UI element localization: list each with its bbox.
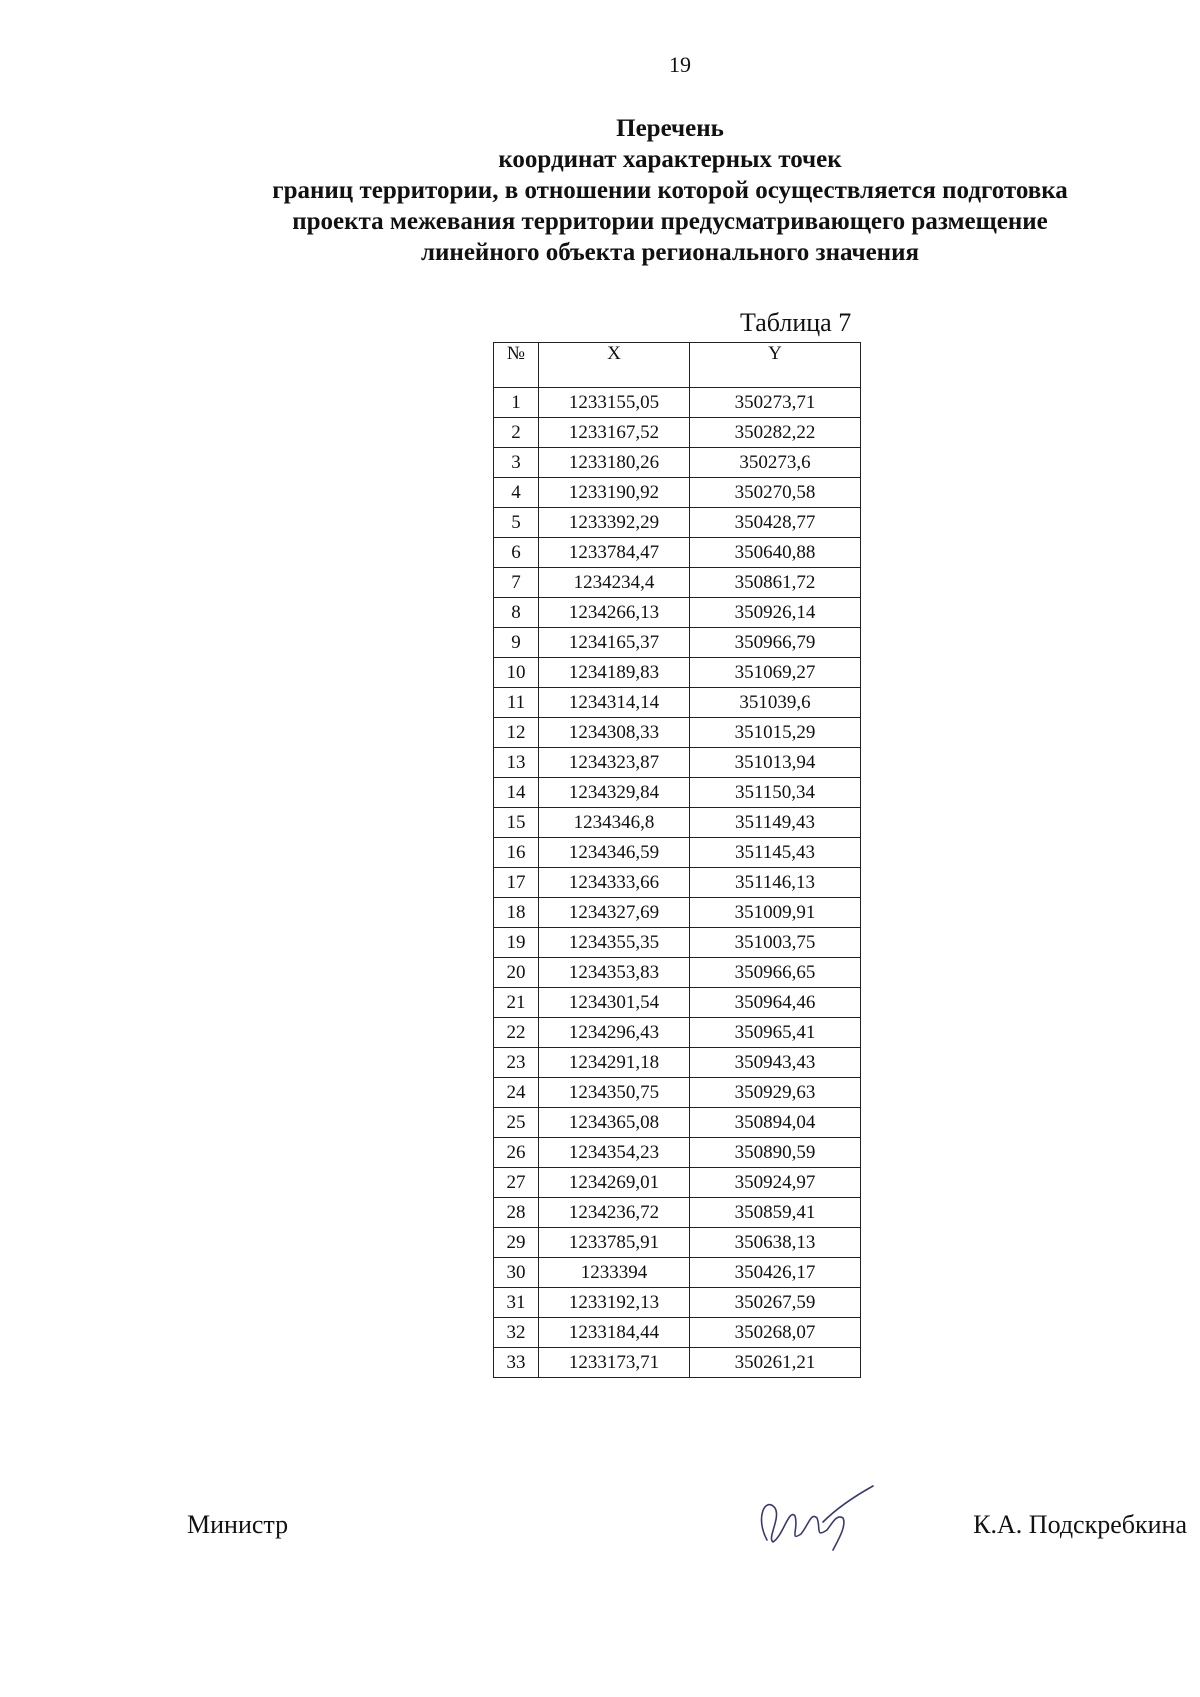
table-row xyxy=(494,898,861,928)
cell-number: 19 xyxy=(494,928,539,958)
cell-x: 1234291,18 xyxy=(539,1048,690,1078)
table-row xyxy=(494,568,861,598)
table-row xyxy=(494,1348,861,1378)
cell-number: 28 xyxy=(494,1198,539,1228)
table-header-row xyxy=(494,343,861,388)
table-row xyxy=(494,1318,861,1348)
cell-number: 25 xyxy=(494,1108,539,1138)
header-y: Y xyxy=(690,343,861,388)
cell-x: 1234350,75 xyxy=(539,1078,690,1108)
cell-y: 350426,17 xyxy=(690,1258,861,1288)
cell-x: 1234355,35 xyxy=(539,928,690,958)
cell-y: 350861,72 xyxy=(690,568,861,598)
cell-number: 9 xyxy=(494,628,539,658)
cell-x: 1233173,71 xyxy=(539,1348,690,1378)
table-body xyxy=(494,388,861,1378)
cell-y: 350261,21 xyxy=(690,1348,861,1378)
cell-number: 29 xyxy=(494,1228,539,1258)
table-row xyxy=(494,388,861,418)
table-row xyxy=(494,868,861,898)
cell-x: 1234327,69 xyxy=(539,898,690,928)
cell-number: 5 xyxy=(494,508,539,538)
table-row xyxy=(494,928,861,958)
cell-y: 351145,43 xyxy=(690,838,861,868)
table-row xyxy=(494,1108,861,1138)
cell-y: 351013,94 xyxy=(690,748,861,778)
cell-x: 1234269,01 xyxy=(539,1168,690,1198)
cell-number: 31 xyxy=(494,1288,539,1318)
cell-x: 1234165,37 xyxy=(539,628,690,658)
cell-number: 10 xyxy=(494,658,539,688)
cell-y: 350964,46 xyxy=(690,988,861,1018)
cell-x: 1233394 xyxy=(539,1258,690,1288)
cell-x: 1233392,29 xyxy=(539,508,690,538)
cell-y: 351069,27 xyxy=(690,658,861,688)
table-row xyxy=(494,478,861,508)
cell-y: 351150,34 xyxy=(690,778,861,808)
cell-number: 13 xyxy=(494,748,539,778)
cell-y: 350894,04 xyxy=(690,1108,861,1138)
cell-number: 15 xyxy=(494,808,539,838)
table-caption: Таблица 7 xyxy=(740,308,852,337)
cell-y: 351039,6 xyxy=(690,688,861,718)
cell-y: 350638,13 xyxy=(690,1228,861,1258)
cell-number: 21 xyxy=(494,988,539,1018)
table-row xyxy=(494,1048,861,1078)
table-row xyxy=(494,1138,861,1168)
table-row xyxy=(494,1228,861,1258)
cell-x: 1234354,23 xyxy=(539,1138,690,1168)
cell-number: 26 xyxy=(494,1138,539,1168)
cell-y: 350965,41 xyxy=(690,1018,861,1048)
cell-x: 1233167,52 xyxy=(539,418,690,448)
cell-y: 350966,79 xyxy=(690,628,861,658)
cell-x: 1233184,44 xyxy=(539,1318,690,1348)
cell-y: 350926,14 xyxy=(690,598,861,628)
table-row xyxy=(494,748,861,778)
cell-x: 1233784,47 xyxy=(539,538,690,568)
cell-y: 350268,07 xyxy=(690,1318,861,1348)
table-row xyxy=(494,418,861,448)
cell-number: 6 xyxy=(494,538,539,568)
cell-x: 1234236,72 xyxy=(539,1198,690,1228)
cell-x: 1234234,4 xyxy=(539,568,690,598)
title-line: проекта межевания территории предусматривающего размещение xyxy=(292,208,1048,235)
cell-x: 1234346,59 xyxy=(539,838,690,868)
cell-x: 1234333,66 xyxy=(539,868,690,898)
title-line: границ территории, в отношении которой осуществляется подготовка xyxy=(272,177,1068,204)
cell-number: 1 xyxy=(494,388,539,418)
cell-y: 351146,13 xyxy=(690,868,861,898)
cell-x: 1234308,33 xyxy=(539,718,690,748)
cell-number: 12 xyxy=(494,718,539,748)
cell-number: 18 xyxy=(494,898,539,928)
coordinates-table xyxy=(493,342,861,1378)
cell-x: 1233180,26 xyxy=(539,448,690,478)
table-row xyxy=(494,1198,861,1228)
signer-name: К.А. Подскребкина xyxy=(973,1510,1187,1539)
cell-y: 350282,22 xyxy=(690,418,861,448)
header-number: № xyxy=(494,343,539,388)
table-row xyxy=(494,598,861,628)
cell-y: 350966,65 xyxy=(690,958,861,988)
cell-x: 1233190,92 xyxy=(539,478,690,508)
cell-y: 350273,71 xyxy=(690,388,861,418)
page-number: 19 xyxy=(669,52,691,77)
cell-y: 350859,41 xyxy=(690,1198,861,1228)
table-row xyxy=(494,1288,861,1318)
title-line: Перечень xyxy=(616,115,724,142)
header-x: X xyxy=(539,343,690,388)
handwritten-signature xyxy=(737,1478,877,1558)
table-row xyxy=(494,988,861,1018)
table-row xyxy=(494,838,861,868)
cell-number: 20 xyxy=(494,958,539,988)
cell-number: 22 xyxy=(494,1018,539,1048)
cell-x: 1234296,43 xyxy=(539,1018,690,1048)
cell-y: 350270,58 xyxy=(690,478,861,508)
cell-x: 1234266,13 xyxy=(539,598,690,628)
cell-x: 1234189,83 xyxy=(539,658,690,688)
cell-number: 7 xyxy=(494,568,539,598)
cell-y: 350890,59 xyxy=(690,1138,861,1168)
cell-y: 350924,97 xyxy=(690,1168,861,1198)
cell-number: 32 xyxy=(494,1318,539,1348)
cell-number: 2 xyxy=(494,418,539,448)
cell-number: 23 xyxy=(494,1048,539,1078)
cell-number: 27 xyxy=(494,1168,539,1198)
cell-number: 11 xyxy=(494,688,539,718)
cell-y: 350640,88 xyxy=(690,538,861,568)
table-row xyxy=(494,508,861,538)
cell-y: 351009,91 xyxy=(690,898,861,928)
cell-y: 350943,43 xyxy=(690,1048,861,1078)
table-row xyxy=(494,688,861,718)
table-row xyxy=(494,538,861,568)
cell-number: 24 xyxy=(494,1078,539,1108)
cell-number: 17 xyxy=(494,868,539,898)
cell-number: 30 xyxy=(494,1258,539,1288)
table-row xyxy=(494,1018,861,1048)
cell-x: 1234353,83 xyxy=(539,958,690,988)
table-row xyxy=(494,628,861,658)
cell-x: 1233192,13 xyxy=(539,1288,690,1318)
cell-y: 350428,77 xyxy=(690,508,861,538)
cell-y: 350267,59 xyxy=(690,1288,861,1318)
cell-x: 1234314,14 xyxy=(539,688,690,718)
title-line: координат характерных точек xyxy=(498,146,842,173)
table-row xyxy=(494,1168,861,1198)
cell-x: 1233155,05 xyxy=(539,388,690,418)
cell-x: 1233785,91 xyxy=(539,1228,690,1258)
cell-number: 33 xyxy=(494,1348,539,1378)
document-title xyxy=(170,113,1170,268)
table-row xyxy=(494,718,861,748)
cell-x: 1234301,54 xyxy=(539,988,690,1018)
cell-y: 351015,29 xyxy=(690,718,861,748)
cell-x: 1234323,87 xyxy=(539,748,690,778)
cell-number: 8 xyxy=(494,598,539,628)
table-row xyxy=(494,1258,861,1288)
cell-number: 14 xyxy=(494,778,539,808)
cell-y: 351003,75 xyxy=(690,928,861,958)
signature-block xyxy=(187,1500,1187,1580)
cell-y: 350273,6 xyxy=(690,448,861,478)
table-row xyxy=(494,808,861,838)
cell-y: 351149,43 xyxy=(690,808,861,838)
cell-x: 1234329,84 xyxy=(539,778,690,808)
cell-number: 4 xyxy=(494,478,539,508)
cell-x: 1234346,8 xyxy=(539,808,690,838)
table-row xyxy=(494,778,861,808)
table-row xyxy=(494,1078,861,1108)
table-row xyxy=(494,958,861,988)
cell-number: 3 xyxy=(494,448,539,478)
cell-x: 1234365,08 xyxy=(539,1108,690,1138)
table-row xyxy=(494,448,861,478)
cell-number: 16 xyxy=(494,838,539,868)
title-line: линейного объекта регионального значения xyxy=(421,239,919,266)
table-row xyxy=(494,658,861,688)
cell-y: 350929,63 xyxy=(690,1078,861,1108)
signer-title: Министр xyxy=(187,1510,289,1539)
